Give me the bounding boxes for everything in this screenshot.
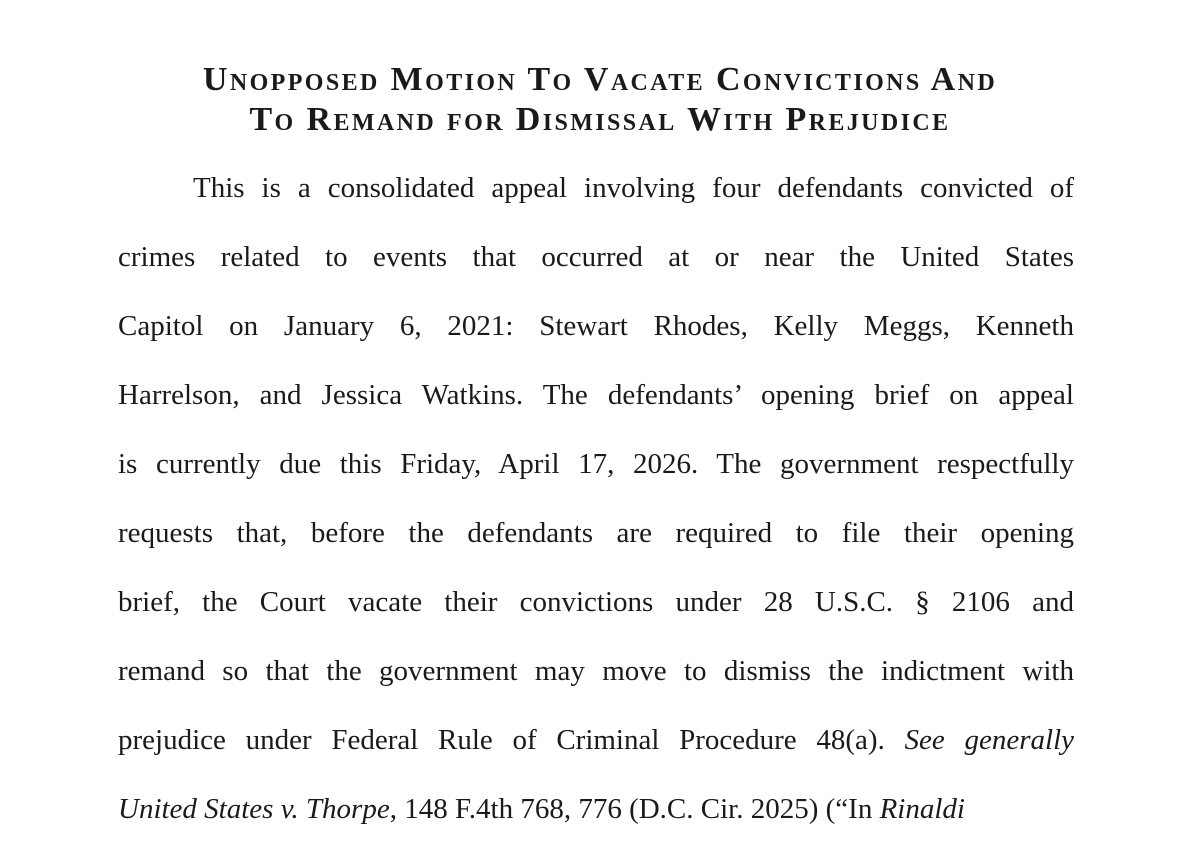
body-text-line bbox=[118, 513, 1074, 553]
text-segment: Capitol on January 6, 2021: Stewart Rhodes, Kelly Meggs, Kenneth bbox=[118, 310, 1074, 342]
body-text-line bbox=[193, 168, 1074, 208]
body-text-line bbox=[118, 237, 1074, 277]
text-segment: prejudice under Federal Rule of Criminal Procedure 48(a). bbox=[118, 724, 905, 756]
text-segment: Harrelson, and Jessica Watkins. The defendants’ opening brief on appeal bbox=[118, 379, 1074, 411]
body-text-line bbox=[118, 375, 1074, 415]
body-text-line bbox=[118, 789, 1074, 829]
text-segment: requests that, before the defendants are required to file their opening bbox=[118, 517, 1074, 549]
citation-signal: See generally bbox=[904, 724, 1074, 756]
text-segment: remand so that the government may move to dismiss the indictment with bbox=[118, 655, 1074, 687]
motion-title-line-1: Unopposed Motion To Vacate Convictions And bbox=[202, 61, 998, 98]
body-text-line bbox=[118, 306, 1074, 346]
body-text-line bbox=[118, 720, 1074, 760]
motion-title-line-2: To Remand for Dismissal With Prejudice bbox=[249, 101, 951, 138]
body-text-line bbox=[118, 444, 1074, 484]
text-segment: brief, the Court vacate their convictions under 28 U.S.C. § 2106 and bbox=[118, 586, 1074, 618]
text-segment: crimes related to events that occurred at or near the United States bbox=[118, 241, 1074, 273]
text-segment: , 148 F.4th 768, 776 (D.C. Cir. 2025) (“In bbox=[389, 793, 880, 825]
case-name: Rinaldi bbox=[879, 793, 965, 825]
text-segment: is currently due this Friday, April 17, 2026. The government respectfully bbox=[118, 448, 1074, 480]
case-name: United States v. Thorpe bbox=[118, 793, 390, 825]
text-segment: This is a consolidated appeal involving four defendants convicted of bbox=[193, 172, 1074, 204]
body-text-line bbox=[118, 582, 1074, 622]
body-text-line bbox=[118, 651, 1074, 691]
